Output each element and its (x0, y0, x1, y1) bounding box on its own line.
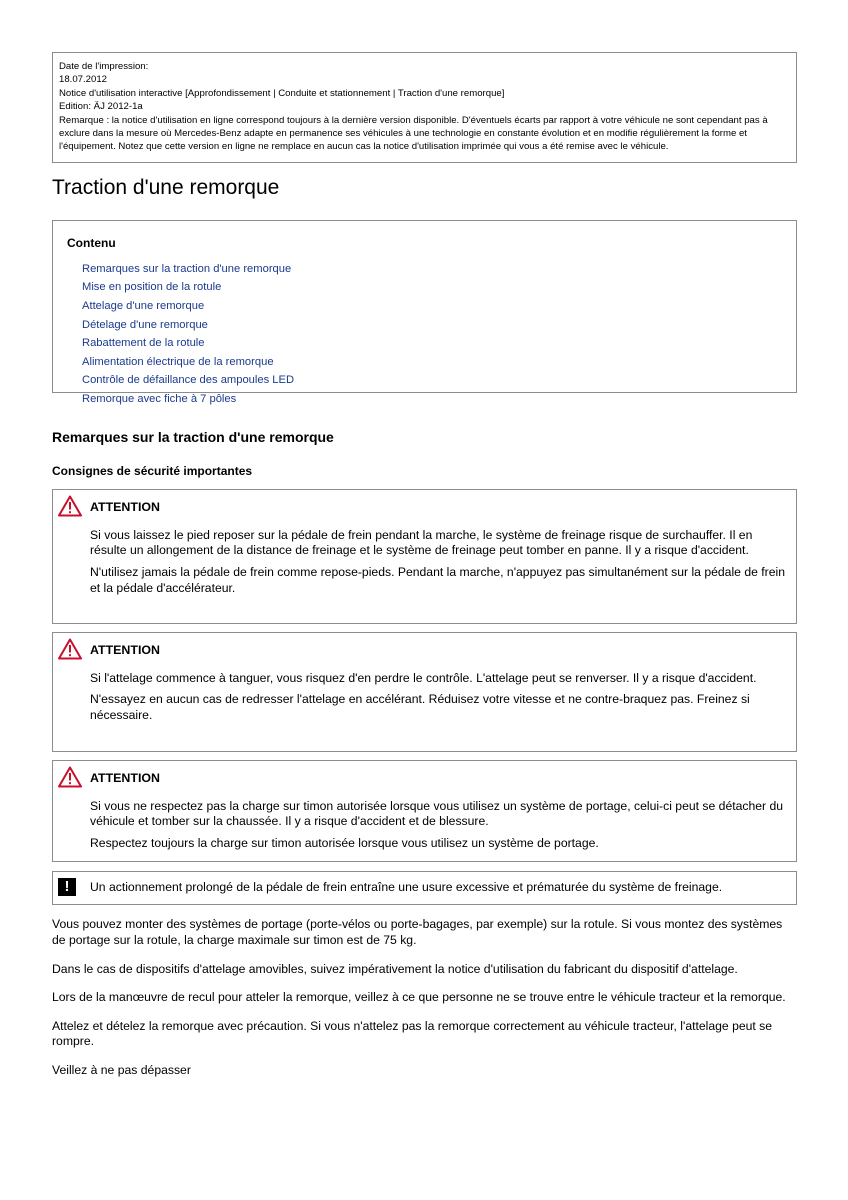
print-remark: Remarque : la notice d'utilisation en ligne correspond toujours à la dernière version disponible. D'éventuels écarts par rapport à votre véhicule ne sont cependant pas à exclure dans la mesure où Mercedes-Benz adapte en permanence ses véhicules à une technologie en constante évolution et en modifie régulièrement la forme et l'équipement. Notez que cette version en ligne ne remplace en aucun cas la notice d'utilisation imprimée qui vous a été remise avec le véhicule. (59, 114, 768, 153)
warning-paragraph: N'utilisez jamais la pédale de frein comme repose-pieds. Pendant la marche, n'appuyez pas simultanément sur la pédale de frein et la pédale d'accélérateur. (90, 565, 785, 595)
warning-paragraph: Si l'attelage commence à tanguer, vous risquez d'en perdre le contrôle. L'attelage peut se renverser. Il y a risque d'accident. (90, 670, 757, 685)
body-paragraph: Attelez et dételez la remorque avec précaution. Si vous n'attelez pas la remorque correctement au véhicule tracteur, l'attelage peut se rompre. (52, 1018, 773, 1049)
print-date-label: Date de l'impression: (59, 61, 149, 72)
exclamation-icon: ! (58, 878, 76, 896)
toc-link-mise-en-position[interactable]: Mise en position de la rotule (82, 281, 222, 294)
print-info-box (52, 52, 797, 163)
warning-paragraph: N'essayez en aucun cas de redresser l'attelage en accélérant. Réduisez votre vitesse et ne contre-braquez pas. Freinez si nécessaire. (90, 692, 750, 723)
toc-list (67, 260, 782, 409)
body-paragraph: Vous pouvez monter des systèmes de portage (porte-vélos ou porte-bagages, par exemple) sur la rotule. Si vous montez des systèmes de portage sur la rotule, la charge maximale sur timon est de 75 kg. (52, 917, 783, 948)
warning-triangle-icon (58, 495, 82, 517)
print-breadcrumb: Notice d'utilisation interactive [Approfondissement | Conduite et stationnement | Traction d'une remorque] (59, 87, 505, 99)
print-date-value: 18.07.2012 (59, 74, 108, 86)
warning-paragraph: Respectez toujours la charge sur timon autorisée lorsque vous utilisez un système de portage. (90, 836, 599, 851)
toc-link-controle-led[interactable]: Contrôle de défaillance des ampoules LED (82, 374, 295, 387)
subsection-title: Consignes de sécurité importantes (52, 463, 253, 478)
warning-box (52, 760, 797, 862)
warning-box (52, 489, 797, 624)
page-title: Traction d'une remorque (52, 175, 280, 199)
warning-triangle-icon (58, 766, 82, 788)
warning-box (52, 632, 797, 752)
warning-paragraph: Si vous laissez le pied reposer sur la pédale de frein pendant la marche, le système de freinage risque de surchauffer. Il en résulte un allongement de la distance de freinage et le système de freinage peut tomber en panne. Il y a risque d'accident. (90, 527, 753, 558)
warning-triangle-icon (58, 638, 82, 660)
toc-title: Contenu (67, 235, 116, 250)
toc-link-remarques[interactable]: Remarques sur la traction d'une remorque (82, 262, 292, 275)
toc-link-fiche-7-poles[interactable]: Remorque avec fiche à 7 pôles (82, 393, 237, 405)
body-paragraph: Veillez à ne pas dépasser (52, 1063, 191, 1077)
body-paragraph: Dans le cas de dispositifs d'attelage amovibles, suivez impérativement la notice d'utilisation du fabricant du dispositif d'attelage. (52, 961, 738, 976)
toc-link-alimentation[interactable]: Alimentation électrique de la remorque (82, 355, 274, 368)
toc-link-rabattement[interactable]: Rabattement de la rotule (82, 337, 205, 350)
warning-title: ATTENTION (90, 499, 160, 514)
notice-box (52, 871, 797, 906)
warning-title: ATTENTION (90, 770, 160, 785)
warning-title: ATTENTION (90, 642, 160, 657)
notice-text: Un actionnement prolongé de la pédale de frein entraîne une usure excessive et prématurée du système de freinage. (90, 879, 723, 894)
toc-link-detelage[interactable]: Dételage d'une remorque (82, 318, 208, 331)
section-title: Remarques sur la traction d'une remorque (52, 428, 334, 445)
print-edition: Edition: ÄJ 2012-1a (59, 101, 143, 113)
warning-paragraph: Si vous ne respectez pas la charge sur timon autorisée lorsque vous utilisez un système de portage, celui-ci peut se détacher du véhicule et tomber sur la chaussée. Il y a risque d'accident et de blessure. (90, 798, 784, 829)
table-of-contents (52, 220, 797, 405)
body-paragraph: Lors de la manœuvre de recul pour atteler la remorque, veillez à ce que personne ne se trouve entre le véhicule tracteur et la remorque. (52, 990, 786, 1005)
document-page (52, 52, 797, 1079)
toc-link-attelage[interactable]: Attelage d'une remorque (82, 300, 205, 313)
